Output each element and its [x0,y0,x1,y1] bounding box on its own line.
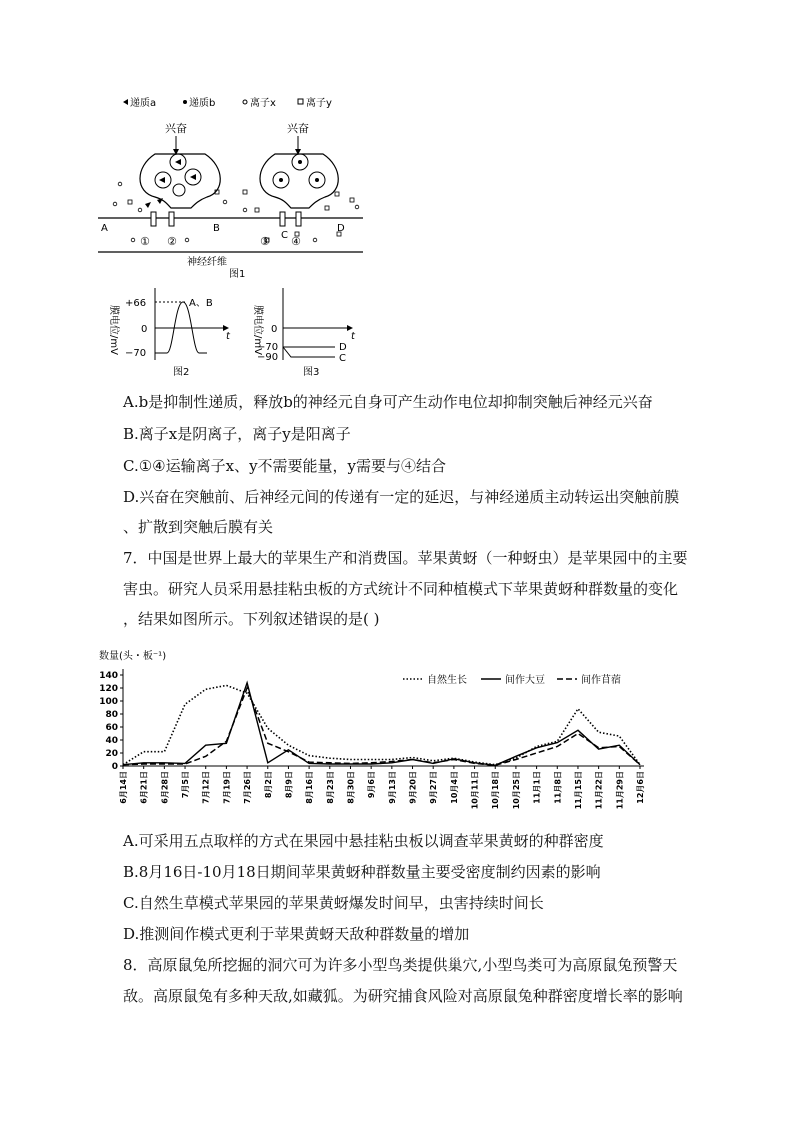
legend-marker-b [183,100,187,104]
chart-xtick-label: 10月25日 [511,771,521,810]
chart-series-2 [123,683,640,766]
chart-xtick-label: 10月4日 [449,771,459,804]
fig3-xlabel: t [351,331,355,342]
chart-xtick-label: 6月14日 [119,771,128,804]
chart-xtick-label: 8月2日 [263,771,273,799]
q8-stem-line2: 敌。高原鼠兔有多种天敌,如藏狐。为研究捕食风险对高原鼠兔种群密度增长率的影响 [123,987,683,1005]
chart-xtick-label: 9月6日 [367,771,377,799]
chart-series-1 [123,685,640,764]
chart-xtick-label: 9月13日 [387,771,397,804]
q7-stem-line3: ，结果如图所示。下列叙述错误的是( ) [123,610,380,628]
q7-option-c: C.自然生草模式苹果园的苹果黄蚜爆发时间早，虫害持续时间长 [123,894,544,912]
legend-marker-a [123,99,128,105]
chart-xtick-label: 6月21日 [139,771,149,804]
vesicle [173,184,185,196]
fig3-tick-zero: 0 [271,324,278,335]
chart-xtick-label: 11月8日 [553,771,563,804]
chart-ytick-label: 0 [111,762,118,772]
fig3-ylabel: 膜电位/mV [252,305,263,355]
region-c: C [281,230,288,241]
chart-ytick-label: 100 [99,697,118,707]
chart-xtick-label: 10月11日 [470,771,480,810]
channel-4 [296,212,301,226]
q6-option-d: D.兴奋在突触前、后神经元间的传递有一定的延迟，与神经递质主动转运出突触前膜 [123,488,680,506]
chart-ytick-label: 140 [99,671,118,681]
chart-legend-label: 间作苜蓿 [581,675,621,686]
figure1-legend [123,96,332,109]
legend-x: 离子x [250,98,276,109]
label-2: ② [167,235,177,248]
aphid-population-chart [95,645,655,825]
region-b: B [213,223,220,234]
legend-marker-y [298,99,303,104]
transmitter-a-released [145,198,163,208]
q6-option-a: A.b是抑制性递质，释放b的神经元自身可产生动作电位却抑制突触后神经元兴奋 [123,393,653,411]
chart-xtick-label: 11月22日 [594,771,604,810]
chart-xtick-label: 9月27日 [429,771,439,804]
chart-xtick-label: 6月28日 [160,771,170,804]
fig2-tick-bottom: −70 [125,348,147,359]
chart-xtick-label: 7月5日 [181,771,191,799]
chart-ylabel: 数量(头・板⁻¹) [99,651,167,662]
chart-xtick-label: 11月29日 [615,771,625,810]
chart-xtick-label: 10月18日 [491,771,501,810]
q8-stem-line1: 8．高原鼠兔所挖掘的洞穴可为许多小型鸟类提供巢穴,小型鸟类可为高原鼠兔预警天 [123,956,678,974]
fig3-tick-90: −90 [257,352,279,363]
chart-ytick-label: 120 [99,684,118,694]
chart-ytick-label: 20 [105,749,118,759]
chart-xtick-label: 7月19日 [222,771,232,804]
fig3-label-d: D [339,342,347,353]
label-4: ④ [291,235,301,248]
chart-ytick-label: 60 [105,723,118,733]
channel-2 [169,212,174,226]
excite-label-left: 兴奋 [165,122,187,135]
q6-option-b: B.离子x是阴离子，离子y是阳离子 [123,425,351,443]
chart-xtick-label: 7月12日 [201,771,211,804]
legend-y: 离子y [306,98,332,109]
figure1-caption: 图1 [229,269,246,280]
legend-marker-x [243,100,247,104]
fig2-series-label: A、B [189,298,213,309]
figure1-synapse-diagram [95,92,365,282]
chart-xtick-label: 8月9日 [284,771,294,799]
chart-xtick-label: 12月6日 [636,771,645,804]
chart-xtick-label: 8月30日 [346,771,356,804]
fig2-tick-top: +66 [125,298,147,309]
channel-1 [151,212,156,226]
figure2-action-potential [95,284,235,380]
transmitter-b [315,178,319,182]
chart-legend-label: 间作大豆 [505,675,545,686]
chart-xtick-label: 11月15日 [573,771,583,810]
chart-legend-label: 自然生长 [427,675,467,686]
q7-option-a: A.可采用五点取样的方式在果园中悬挂粘虫板以调查苹果黄蚜的种群密度 [123,832,604,850]
chart-ytick-label: 40 [105,736,118,746]
transmitter-a [159,177,165,183]
chart-ytick-label: 80 [105,710,118,720]
q7-option-d: D.推测间作模式更利于苹果黄蚜天敌种群数量的增加 [123,925,470,943]
channel-3 [280,212,285,226]
q7-stem-line2: 害虫。研究人员采用悬挂粘虫板的方式统计不同种植模式下苹果黄蚜种群数量的变化 [123,580,679,598]
transmitter-a [175,159,181,165]
q6-option-c: C.①④运输离子x、y不需要能量，y需要与④结合 [123,457,447,475]
legend-a: 递质a [130,98,157,109]
transmitter-a [190,174,196,180]
channel-labels [140,235,301,248]
fiber-label: 神经纤维 [187,257,227,268]
fig2-xlabel: t [226,331,230,342]
q6-option-d-cont: 、扩散到突触后膜有关 [123,518,274,536]
figure3-resting-potential [245,284,365,380]
chart-xtick-label: 7月26日 [243,771,253,804]
legend-b: 递质b [189,98,216,109]
q7-option-b: B.8月16日-10月18日期间苹果黄蚜种群数量主要受密度制约因素的影响 [123,863,601,881]
label-1: ① [140,235,150,248]
fig2-ylabel: 膜电位/mV [108,305,119,355]
chart-xtick-label: 8月16日 [305,771,315,804]
fig2-tick-zero: 0 [141,324,148,335]
label-3: ③ [260,235,270,248]
transmitter-b [279,178,283,182]
scattered-ions [113,182,359,242]
fig3-tick-70: −70 [257,342,279,353]
chart-xtick-label: 9月20日 [408,771,418,804]
chart-xtick-label: 11月1日 [532,771,542,804]
region-labels [101,223,345,241]
figure2-caption: 图2 [173,367,190,378]
fig3-label-c: C [339,353,346,364]
q7-stem-line1: 7．中国是世界上最大的苹果生产和消费国。苹果黄蚜（一种蚜虫）是苹果园中的主要 [123,549,688,567]
chart-xtick-label: 8月23日 [325,771,335,804]
region-a: A [101,223,108,234]
region-d: D [337,223,345,234]
transmitter-b [298,160,302,164]
figure3-caption: 图3 [303,367,320,378]
excite-label-right: 兴奋 [287,122,309,135]
chart-series-3 [123,688,640,765]
fig3-line-c [283,347,335,357]
